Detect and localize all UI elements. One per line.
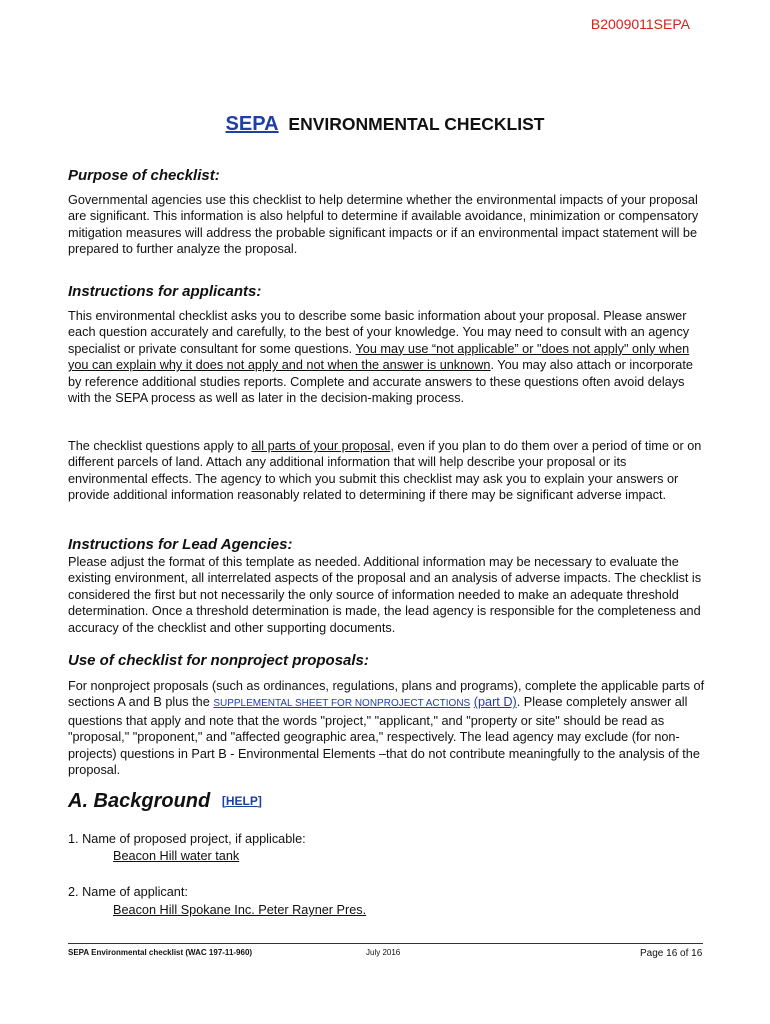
lead-agencies-text: Please adjust the format of this template as needed. Additional information may be necessary to evaluate the existing environment, all interrelated aspects of the proposal and an analysis of adverse impacts. The checklist is considered the first but not necessarily the only source of information needed to make an adequate threshold determination. Once a threshold determination is made, the lead agency is responsible for the completeness and accuracy of the checklist and other supporting documents. (68, 555, 702, 635)
applicants-p2-text: The checklist questions apply to (68, 439, 252, 453)
part-d-link[interactable]: (part D) (473, 695, 517, 710)
supplemental-sheet-link[interactable]: SUPPLEMENTAL SHEET FOR NONPROJECT ACTIONS (213, 698, 471, 710)
title-text: ENVIRONMENTAL CHECKLIST (288, 114, 545, 134)
nonproject-text-start: For nonproject proposals (such as ordinances, regulations, plans and programs), complete the applicable parts of sections A and B plus the (68, 679, 705, 710)
help-link-wrapper (222, 794, 262, 808)
sepa-link[interactable]: SEPA (225, 113, 279, 135)
applicants-underlined-text: You may use “not applicable” or "does not apply" only when you can explain why it does not apply and not when the answer is unknown (68, 341, 690, 373)
page-title (0, 113, 770, 136)
applicants-p2-text-cont: , even if you plan to do them over a period of time or on different parcels of land. Attach any additional information that will help describe your proposal or its environmental effects. The agency to which you submit this checklist may ask you to explain your answers or provide additional information reasonably related to determining if there may be significant adverse impact. (68, 439, 702, 503)
nonproject-text-end: . Please completely answer all questions that apply and note that the words "project," "applicant," and "property or site" should be read as "proposal," "proponent," and "affected geographic area," respectively. The lead agency may exclude (for non-projects) questions in Part B - Environmental Elements –that do not contribute meaningfully to the analysis of the proposal. (68, 695, 700, 778)
applicants-p2-underlined: all parts of your proposal (251, 439, 391, 453)
answer-2: Beacon Hill Spokane Inc. Peter Rayner Pres. (113, 903, 367, 917)
help-bracket-open: [ (221, 794, 226, 808)
applicants-text: This environmental checklist asks you to describe some basic information about your proposal. Please answer each question accurately and carefully, to the best of your knowledge. You may need to consult with an agency specialist or private consultant for some questions. (68, 309, 690, 356)
background-heading (68, 790, 262, 813)
footer-divider (68, 943, 703, 944)
applicants-text-cont: . You may also attach or incorporate by reference additional studies reports. Complete and accurate answers to these questions often avoid delays with the SEPA process as well as later in the decision-making process. (68, 358, 693, 406)
footer-title: SEPA Environmental checklist (WAC 197-11-960) (68, 948, 253, 957)
question-2: 2. Name of applicant: (68, 885, 188, 899)
background-title: A. Background (68, 790, 211, 812)
document-id: B2009011SEPA (590, 16, 690, 32)
answer-1: Beacon Hill water tank (113, 849, 240, 863)
help-bracket-close: ] (257, 794, 262, 808)
applicants-heading: Instructions for applicants: (68, 283, 262, 300)
footer-page-number: Page 16 of 16 (640, 948, 703, 959)
footer-date: July 2016 (366, 948, 401, 957)
question-1: 1. Name of proposed project, if applicable: (68, 832, 306, 846)
help-link[interactable]: HELP (225, 794, 258, 808)
nonproject-heading: Use of checklist for nonproject proposals: (68, 652, 369, 669)
nonproject-text (68, 678, 708, 778)
purpose-heading: Purpose of checklist: (68, 167, 220, 184)
purpose-text: Governmental agencies use this checklist to help determine whether the environmental impacts of your proposal are significant. This information is also helpful to determine if available avoidance, minimization or compensatory mitigation measures will address the probable significant impacts or if an environmental impact statement will be prepared to further analyze the proposal. (68, 193, 699, 257)
applicants-paragraph-2 (68, 438, 708, 504)
applicants-paragraph-1 (68, 308, 708, 406)
lead-agencies-heading: Instructions for Lead Agencies: (68, 536, 293, 553)
